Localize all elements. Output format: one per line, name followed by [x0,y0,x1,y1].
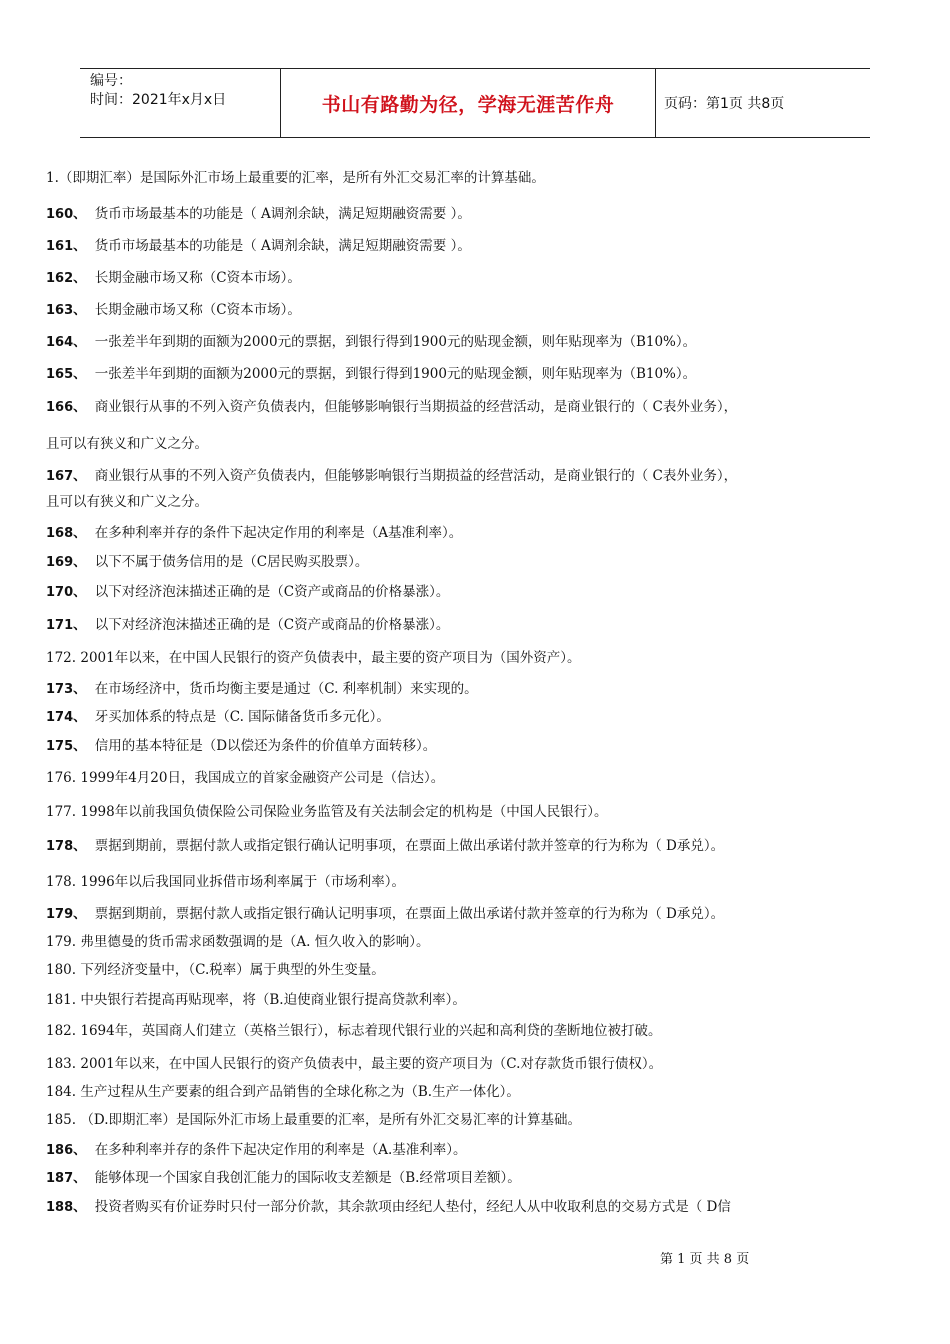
list-item: 186、 在多种利率并存的条件下起决定作用的利率是（A.基准利率）。 [46,1142,467,1158]
page-label: 页码：第1页 共8页 [664,96,785,112]
list-item: 169、 以下不属于债务信用的是（C居民购买股票）。 [46,554,369,570]
list-item: 175、 信用的基本特征是（D以偿还为条件的价值单方面转移）。 [46,738,437,754]
list-item: 160、 货币市场最基本的功能是（ A调剂余缺，满足短期融资需要 ）。 [46,206,471,222]
time-label: 时间：2021年x月x日 [90,92,227,108]
list-item: 174、 牙买加体系的特点是（C. 国际储备货币多元化）。 [46,709,390,725]
list-item: 184. 生产过程从生产要素的组合到产品销售的全球化称之为（B.生产一体化）。 [46,1084,520,1100]
list-item: 183. 2001年以来，在中国人民银行的资产负债表中，最主要的资产项目为（C.对存款货币银行债权）。 [46,1056,663,1072]
list-item: 177. 1998年以前我国负债保险公司保险业务监管及有关法制会定的机构是（中国人民银行）。 [46,804,608,820]
list-item: 167、 商业银行从事的不列入资产负债表内，但能够影响银行当期损益的经营活动，是商业银行的（ C表外业务）， [46,468,738,484]
list-item: 178. 1996年以后我国同业拆借市场利率属于（市场利率）。 [46,874,405,890]
list-item: 165、 一张差半年到期的面额为2000元的票据，到银行得到1900元的贴现金额，则年贴现率为（B10%）。 [46,366,697,382]
header-page-cell [654,69,870,137]
list-item: 162、 长期金融市场又称（C资本市场）。 [46,270,301,286]
list-item: 185. （D.即期汇率）是国际外汇市场上最重要的汇率，是所有外汇交易汇率的计算基础。 [46,1112,581,1128]
list-item: 181. 中央银行若提高再贴现率，将（B.迫使商业银行提高贷款利率）。 [46,992,466,1008]
list-item: 176. 1999年4月20日，我国成立的首家金融资产公司是（信达）。 [46,770,445,786]
list-item: 187、 能够体现一个国家自我创汇能力的国际收支差额是（B.经常项目差额）。 [46,1170,521,1186]
list-item: 180. 下列经济变量中，（C.税率）属于典型的外生变量。 [46,962,385,978]
list-item: 178、 票据到期前，票据付款人或指定银行确认记明事项，在票面上做出承诺付款并签章的行为称为（ D承兑）。 [46,838,725,854]
list-item: 173、 在市场经济中，货币均衡主要是通过（C. 利率机制）来实现的。 [46,681,478,697]
list-item: 168、 在多种利率并存的条件下起决定作用的利率是（A基准利率）。 [46,525,463,541]
list-item: 161、 货币市场最基本的功能是（ A调剂余缺，满足短期融资需要 ）。 [46,238,471,254]
list-item: 164、 一张差半年到期的面额为2000元的票据，到银行得到1900元的贴现金额，则年贴现率为（B10%）。 [46,334,697,350]
code-label: 编号： [90,73,132,89]
list-item: 179. 弗里德曼的货币需求函数强调的是（A. 恒久收入的影响）。 [46,934,430,950]
page-header [80,68,870,138]
motto: 书山有路勤为径，学海无涯苦作舟 [321,93,615,116]
list-item: 182. 1694年，英国商人们建立（英格兰银行），标志着现代银行业的兴起和高利贷的垄断地位被打破。 [46,1023,662,1039]
list-item: 172. 2001年以来，在中国人民银行的资产负债表中，最主要的资产项目为（国外资产）。 [46,650,581,666]
list-item-continuation: 且可以有狭义和广义之分。 [46,494,208,510]
list-item: 170、 以下对经济泡沫描述正确的是（C资产或商品的价格暴涨）。 [46,584,450,600]
list-item: 163、 长期金融市场又称（C资本市场）。 [46,302,301,318]
list-item: 166、 商业银行从事的不列入资产负债表内，但能够影响银行当期损益的经营活动，是商业银行的（ C表外业务）， [46,399,738,415]
list-item: 179、 票据到期前，票据付款人或指定银行确认记明事项，在票面上做出承诺付款并签章的行为称为（ D承兑）。 [46,906,725,922]
list-item-continuation: 且可以有狭义和广义之分。 [46,436,208,452]
list-item: 171、 以下对经济泡沫描述正确的是（C资产或商品的价格暴涨）。 [46,617,450,633]
list-item: 188、 投资者购买有价证券时只付一部分价款，其余款项由经纪人垫付，经纪人从中收取利息的交易方式是（ D信 [46,1199,731,1215]
list-item: 1.（即期汇率）是国际外汇市场上最重要的汇率，是所有外汇交易汇率的计算基础。 [46,170,545,186]
footer-page-number: 第 1 页 共 8 页 [660,1252,750,1267]
header-meta [80,69,280,137]
header-motto-cell [280,69,656,137]
